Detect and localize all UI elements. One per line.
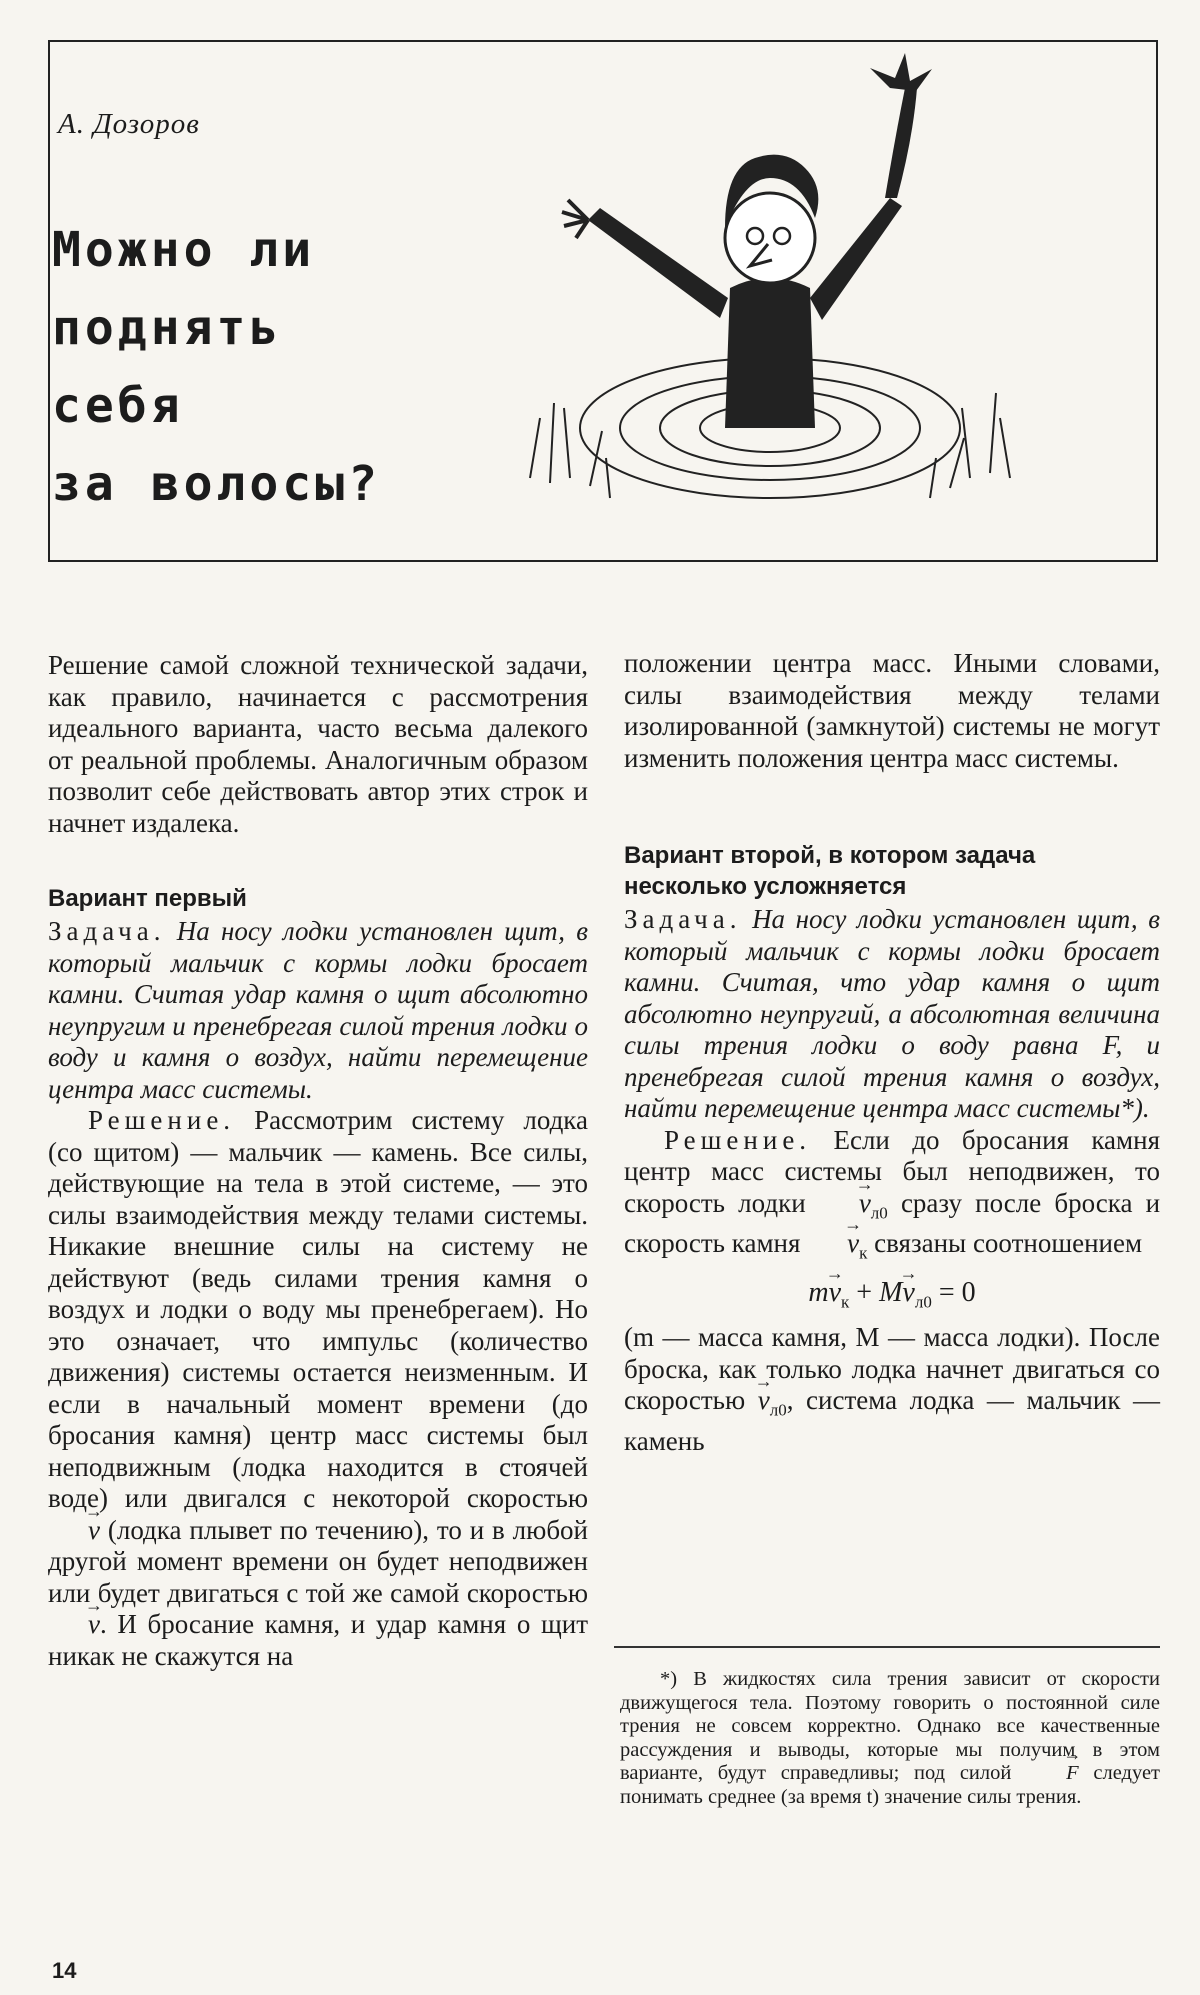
solution-2-label: Решение. — [664, 1124, 812, 1155]
title-line-3: себя — [52, 378, 184, 434]
footnote-divider — [614, 1646, 1160, 1648]
section-heading-2: Вариант второй, в котором задача несколько усложняется — [624, 842, 1036, 900]
stone-velocity-vector: → v — [807, 1228, 859, 1260]
formula-plus: + — [856, 1277, 873, 1309]
boat-velocity-vector-2: → v — [758, 1385, 770, 1417]
solution-1-label: Решение. — [88, 1105, 236, 1135]
solution-1-text-a: Рассмотрим систему лодка (со щитом) — мальчик — камень. Все силы, действующие на тела в этой системе, — это силы взаимодействия между телами системы. Никакие внешние силы на систему не действуют (ведь силами трения камня о воздух и лодки о воду мы пренебрегаем). Но это означает, что импульс (количество движения) системы остается неизменным. И если в начальный момент времени (до бросания камня) центр масс системы был неподвижным (лодка находится в стоячей воде) или двигался с некоторой скоростью — [48, 1105, 589, 1513]
task-1-label: Задача. — [48, 916, 166, 946]
after-formula-text-b: , система лодка — мальчик — камень — [624, 1385, 1161, 1457]
article-author: А. Дозоров — [58, 108, 200, 140]
footnote-paragraph — [620, 1668, 1160, 1809]
friction-force-vector: → F — [1026, 1762, 1079, 1786]
munchausen-illustration — [470, 8, 1080, 523]
momentum-formula — [624, 1277, 1160, 1318]
velocity-vector-v-2: → v — [48, 1609, 100, 1641]
formula-mass-m: m — [808, 1277, 829, 1309]
intro-paragraph: Решение самой сложной технической задачи, как правило, начинается с рассмотрения идеального варианта, часто весьма далекого от реальной проблемы. Аналогичным образом позволит себе действовать автор этих строк и начнет издалека. — [48, 650, 588, 838]
boat-velocity-vector: → v — [819, 1188, 871, 1220]
continuation-paragraph: положении центра масс. Иными словами, силы взаимодействия между телами изолированной (замкнутой) системы не могут изменить положения центра масс системы. — [624, 648, 1160, 773]
title-line-4: за волосы? — [52, 456, 381, 512]
formula-vk-subscript: к — [841, 1292, 850, 1312]
after-formula-paragraph — [624, 1322, 1160, 1457]
solution-1-text-b: (лодка плывет по течению), то и в любой другой момент времени он будет неподвижен или будет двигаться с той же самой скоростью — [48, 1514, 589, 1608]
section-heading-1: Вариант первый — [48, 885, 247, 912]
solution-2-text-c: связаны соотношением — [874, 1228, 1143, 1259]
right-column — [624, 648, 1160, 1458]
task-2-label: Задача. — [624, 904, 742, 934]
solution-1-paragraph — [48, 1105, 588, 1672]
page-number: 14 — [52, 1958, 77, 1983]
title-line-1: Можно ли — [52, 222, 316, 278]
solution-1-text-c: . И бросание камня, и удар камня о щит никак не скажутся на — [48, 1609, 588, 1671]
solution-2-text-a: Если до бросания камня центр масс системы был неподвижен, то скорость лодки — [624, 1124, 1160, 1218]
task-1-paragraph — [48, 916, 588, 1105]
formula-vl0: → v — [902, 1277, 914, 1309]
solution-2-paragraph — [624, 1125, 1160, 1270]
left-column — [48, 650, 588, 1672]
formula-vk: → v — [829, 1277, 841, 1309]
after-formula-text-a: (m — масса камня, M — масса лодки). После броска, как только лодка начнет двигаться со скоростью — [624, 1322, 1160, 1416]
task-2-text: На носу лодки установлен щит, в который мальчик с кормы лодки бросает камни. Считая, что удар камня о щит абсолютно неупругий, а абсолютная величина силы трения лодки о воду равна F, и пренебрегая силой трения камня о воздух, найти перемещение центра масс системы*). — [624, 904, 1160, 1123]
stone-velocity-subscript: к — [859, 1243, 868, 1263]
task-2-paragraph — [624, 904, 1160, 1125]
velocity-vector-v: → v — [48, 1515, 100, 1547]
boat-velocity-subscript-2: л0 — [769, 1400, 787, 1420]
footnote-text-a: *) В жидкостях сила трения зависит от скорости движущегося тела. Поэтому говорить о постоянной силе трения не совсем корректно. Однако все качественные рассуждения и выводы, которые мы получим в этом варианте, будут справедливы; под силой — [620, 1668, 1160, 1784]
footnote-text-b: следует понимать среднее (за время t) значение силы трения. — [620, 1762, 1161, 1808]
formula-equals-zero: = 0 — [938, 1277, 976, 1309]
formula-mass-M: M — [879, 1277, 903, 1309]
task-1-text: На носу лодки установлен щит, в который мальчик с кормы лодки бросает камни. Считая удар камня о щит абсолютно неупругим и пренебрегая силой трения лодки о воду и камня о воздух, найти перемещение центра масс системы. — [48, 916, 589, 1104]
formula-vl0-subscript: л0 — [914, 1292, 932, 1312]
solution-2-text-b: сразу после броска и скорость камня — [624, 1187, 1161, 1259]
boat-velocity-subscript: л0 — [870, 1202, 888, 1222]
footnote — [620, 1668, 1160, 1809]
title-line-2: поднять — [52, 300, 283, 356]
